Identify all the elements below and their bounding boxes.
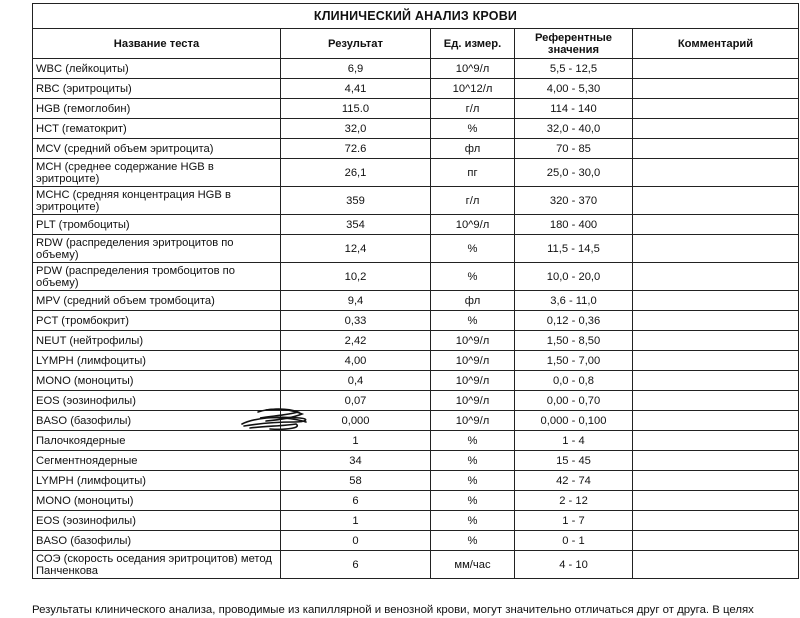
table-row bbox=[33, 451, 799, 471]
reference-cell: 1 - 7 bbox=[515, 511, 633, 531]
comment-cell bbox=[633, 263, 799, 291]
comment-cell bbox=[633, 551, 799, 579]
result-cell: 72.6 bbox=[281, 139, 431, 159]
table-row bbox=[33, 351, 799, 371]
comment-cell bbox=[633, 351, 799, 371]
report-title: КЛИНИЧЕСКИЙ АНАЛИЗ КРОВИ bbox=[33, 4, 799, 29]
column-header-reference-line1: Референтные bbox=[534, 31, 613, 44]
test-name-cell: RBC (эритроциты) bbox=[33, 79, 281, 99]
unit-cell: 10^9/л bbox=[431, 331, 515, 351]
column-header-reference-line2: значения bbox=[547, 43, 600, 56]
test-name-cell: LYMPH (лимфоциты) bbox=[33, 471, 281, 491]
result-cell: 354 bbox=[281, 215, 431, 235]
table-row bbox=[33, 471, 799, 491]
unit-cell: % bbox=[431, 491, 515, 511]
test-name-cell: BASO (базофилы) bbox=[33, 411, 281, 431]
result-cell: 9,4 bbox=[281, 291, 431, 311]
comment-cell bbox=[633, 159, 799, 187]
test-name-cell: BASO (базофилы) bbox=[33, 531, 281, 551]
reference-cell: 70 - 85 bbox=[515, 139, 633, 159]
unit-cell: 10^9/л bbox=[431, 351, 515, 371]
table-row bbox=[33, 187, 799, 215]
comment-cell bbox=[633, 331, 799, 351]
result-cell: 34 bbox=[281, 451, 431, 471]
table-row bbox=[33, 119, 799, 139]
unit-cell: г/л bbox=[431, 99, 515, 119]
unit-cell: 10^9/л bbox=[431, 215, 515, 235]
comment-cell bbox=[633, 99, 799, 119]
unit-cell: % bbox=[431, 511, 515, 531]
reference-cell: 1 - 4 bbox=[515, 431, 633, 451]
column-header-name: Название теста bbox=[33, 29, 281, 59]
comment-cell bbox=[633, 511, 799, 531]
unit-cell: 10^9/л bbox=[431, 371, 515, 391]
pen-scribble bbox=[236, 404, 318, 432]
test-name-cell: MPV (средний объем тромбоцита) bbox=[33, 291, 281, 311]
result-cell: 6 bbox=[281, 491, 431, 511]
column-header-unit: Ед. измер. bbox=[431, 29, 515, 59]
reference-cell: 15 - 45 bbox=[515, 451, 633, 471]
result-cell: 359 bbox=[281, 187, 431, 215]
result-cell: 1 bbox=[281, 511, 431, 531]
test-name-cell: HGB (гемоглобин) bbox=[33, 99, 281, 119]
table-row bbox=[33, 311, 799, 331]
comment-cell bbox=[633, 291, 799, 311]
table-row bbox=[33, 263, 799, 291]
test-name-cell: HCT (гематокрит) bbox=[33, 119, 281, 139]
reference-cell: 0,00 - 0,70 bbox=[515, 391, 633, 411]
unit-cell: % bbox=[431, 235, 515, 263]
reference-cell: 0,0 - 0,8 bbox=[515, 371, 633, 391]
comment-cell bbox=[633, 491, 799, 511]
reference-cell: 25,0 - 30,0 bbox=[515, 159, 633, 187]
unit-cell: фл bbox=[431, 139, 515, 159]
unit-cell: % bbox=[431, 531, 515, 551]
reference-cell: 114 - 140 bbox=[515, 99, 633, 119]
reference-cell: 0,000 - 0,100 bbox=[515, 411, 633, 431]
table-row bbox=[33, 291, 799, 311]
blood-test-report bbox=[32, 3, 798, 579]
table-row bbox=[33, 491, 799, 511]
unit-cell: 10^9/л bbox=[431, 411, 515, 431]
result-cell: 12,4 bbox=[281, 235, 431, 263]
results-body bbox=[33, 59, 799, 579]
result-cell: 0,07 bbox=[281, 391, 431, 411]
reference-cell: 0,12 - 0,36 bbox=[515, 311, 633, 331]
table-row bbox=[33, 531, 799, 551]
reference-cell: 4 - 10 bbox=[515, 551, 633, 579]
test-name-cell: Палочкоядерные bbox=[33, 431, 281, 451]
test-name-cell: MCHC (средняя концентрация HGB в эритроците) bbox=[33, 187, 281, 215]
table-row bbox=[33, 511, 799, 531]
result-cell: 2,42 bbox=[281, 331, 431, 351]
table-row bbox=[33, 159, 799, 187]
comment-cell bbox=[633, 431, 799, 451]
unit-cell: % bbox=[431, 431, 515, 451]
table-row bbox=[33, 411, 799, 431]
comment-cell bbox=[633, 139, 799, 159]
table-row bbox=[33, 331, 799, 351]
reference-cell: 4,00 - 5,30 bbox=[515, 79, 633, 99]
reference-cell: 3,6 - 11,0 bbox=[515, 291, 633, 311]
unit-cell: 10^9/л bbox=[431, 391, 515, 411]
result-cell: 0,000 bbox=[281, 411, 431, 431]
comment-cell bbox=[633, 187, 799, 215]
test-name-cell: PLT (тромбоциты) bbox=[33, 215, 281, 235]
test-name-cell: PDW (распределения тромбоцитов по объему) bbox=[33, 263, 281, 291]
result-cell: 1 bbox=[281, 431, 431, 451]
comment-cell bbox=[633, 79, 799, 99]
unit-cell: 10^9/л bbox=[431, 59, 515, 79]
unit-cell: пг bbox=[431, 159, 515, 187]
comment-cell bbox=[633, 411, 799, 431]
test-name-cell: Сегментноядерные bbox=[33, 451, 281, 471]
comment-cell bbox=[633, 471, 799, 491]
column-header-result: Результат bbox=[281, 29, 431, 59]
comment-cell bbox=[633, 451, 799, 471]
result-cell: 6,9 bbox=[281, 59, 431, 79]
result-cell: 6 bbox=[281, 551, 431, 579]
comment-cell bbox=[633, 59, 799, 79]
reference-cell: 1,50 - 8,50 bbox=[515, 331, 633, 351]
footnote: Результаты клинического анализа, проводимые из капиллярной и венозной крови, могут значительно отличаться друг от друга. В целях bbox=[32, 604, 754, 616]
table-row bbox=[33, 371, 799, 391]
reference-cell: 1,50 - 7,00 bbox=[515, 351, 633, 371]
reference-cell: 0 - 1 bbox=[515, 531, 633, 551]
table-row bbox=[33, 79, 799, 99]
result-cell: 4,41 bbox=[281, 79, 431, 99]
result-cell: 0,33 bbox=[281, 311, 431, 331]
reference-cell: 320 - 370 bbox=[515, 187, 633, 215]
table-row bbox=[33, 59, 799, 79]
result-cell: 58 bbox=[281, 471, 431, 491]
table-row bbox=[33, 99, 799, 119]
reference-cell: 180 - 400 bbox=[515, 215, 633, 235]
comment-cell bbox=[633, 391, 799, 411]
test-name-cell: RDW (распределения эритроцитов по объему) bbox=[33, 235, 281, 263]
unit-cell: % bbox=[431, 119, 515, 139]
comment-cell bbox=[633, 531, 799, 551]
unit-cell: 10^12/л bbox=[431, 79, 515, 99]
result-cell: 115.0 bbox=[281, 99, 431, 119]
result-cell: 10,2 bbox=[281, 263, 431, 291]
comment-cell bbox=[633, 371, 799, 391]
test-name-cell: MCV (средний объем эритроцита) bbox=[33, 139, 281, 159]
test-name-cell: PCT (тромбокрит) bbox=[33, 311, 281, 331]
table-row bbox=[33, 235, 799, 263]
reference-cell: 32,0 - 40,0 bbox=[515, 119, 633, 139]
table-row bbox=[33, 551, 799, 579]
unit-cell: фл bbox=[431, 291, 515, 311]
test-name-cell: EOS (эозинофилы) bbox=[33, 391, 281, 411]
test-name-cell: MONO (моноциты) bbox=[33, 371, 281, 391]
unit-cell: % bbox=[431, 263, 515, 291]
unit-cell: мм/час bbox=[431, 551, 515, 579]
unit-cell: г/л bbox=[431, 187, 515, 215]
reference-cell: 42 - 74 bbox=[515, 471, 633, 491]
table-row bbox=[33, 215, 799, 235]
table-row bbox=[33, 431, 799, 451]
unit-cell: % bbox=[431, 311, 515, 331]
table-row bbox=[33, 139, 799, 159]
result-cell: 0 bbox=[281, 531, 431, 551]
comment-cell bbox=[633, 119, 799, 139]
reference-cell: 10,0 - 20,0 bbox=[515, 263, 633, 291]
test-name-cell: LYMPH (лимфоциты) bbox=[33, 351, 281, 371]
results-table bbox=[32, 3, 799, 579]
comment-cell bbox=[633, 311, 799, 331]
test-name-cell: СОЭ (скорость оседания эритроцитов) метод Панченкова bbox=[33, 551, 281, 579]
result-cell: 0,4 bbox=[281, 371, 431, 391]
comment-cell bbox=[633, 215, 799, 235]
result-cell: 32,0 bbox=[281, 119, 431, 139]
comment-cell bbox=[633, 235, 799, 263]
reference-cell: 11,5 - 14,5 bbox=[515, 235, 633, 263]
column-header-reference bbox=[515, 29, 633, 59]
reference-cell: 2 - 12 bbox=[515, 491, 633, 511]
unit-cell: % bbox=[431, 471, 515, 491]
test-name-cell: NEUT (нейтрофилы) bbox=[33, 331, 281, 351]
test-name-cell: WBC (лейкоциты) bbox=[33, 59, 281, 79]
result-cell: 4,00 bbox=[281, 351, 431, 371]
result-cell: 26,1 bbox=[281, 159, 431, 187]
column-header-comment: Комментарий bbox=[633, 29, 799, 59]
test-name-cell: EOS (эозинофилы) bbox=[33, 511, 281, 531]
reference-cell: 5,5 - 12,5 bbox=[515, 59, 633, 79]
table-row bbox=[33, 391, 799, 411]
test-name-cell: MONO (моноциты) bbox=[33, 491, 281, 511]
unit-cell: % bbox=[431, 451, 515, 471]
test-name-cell: MCH (среднее содержание HGB в эритроците) bbox=[33, 159, 281, 187]
